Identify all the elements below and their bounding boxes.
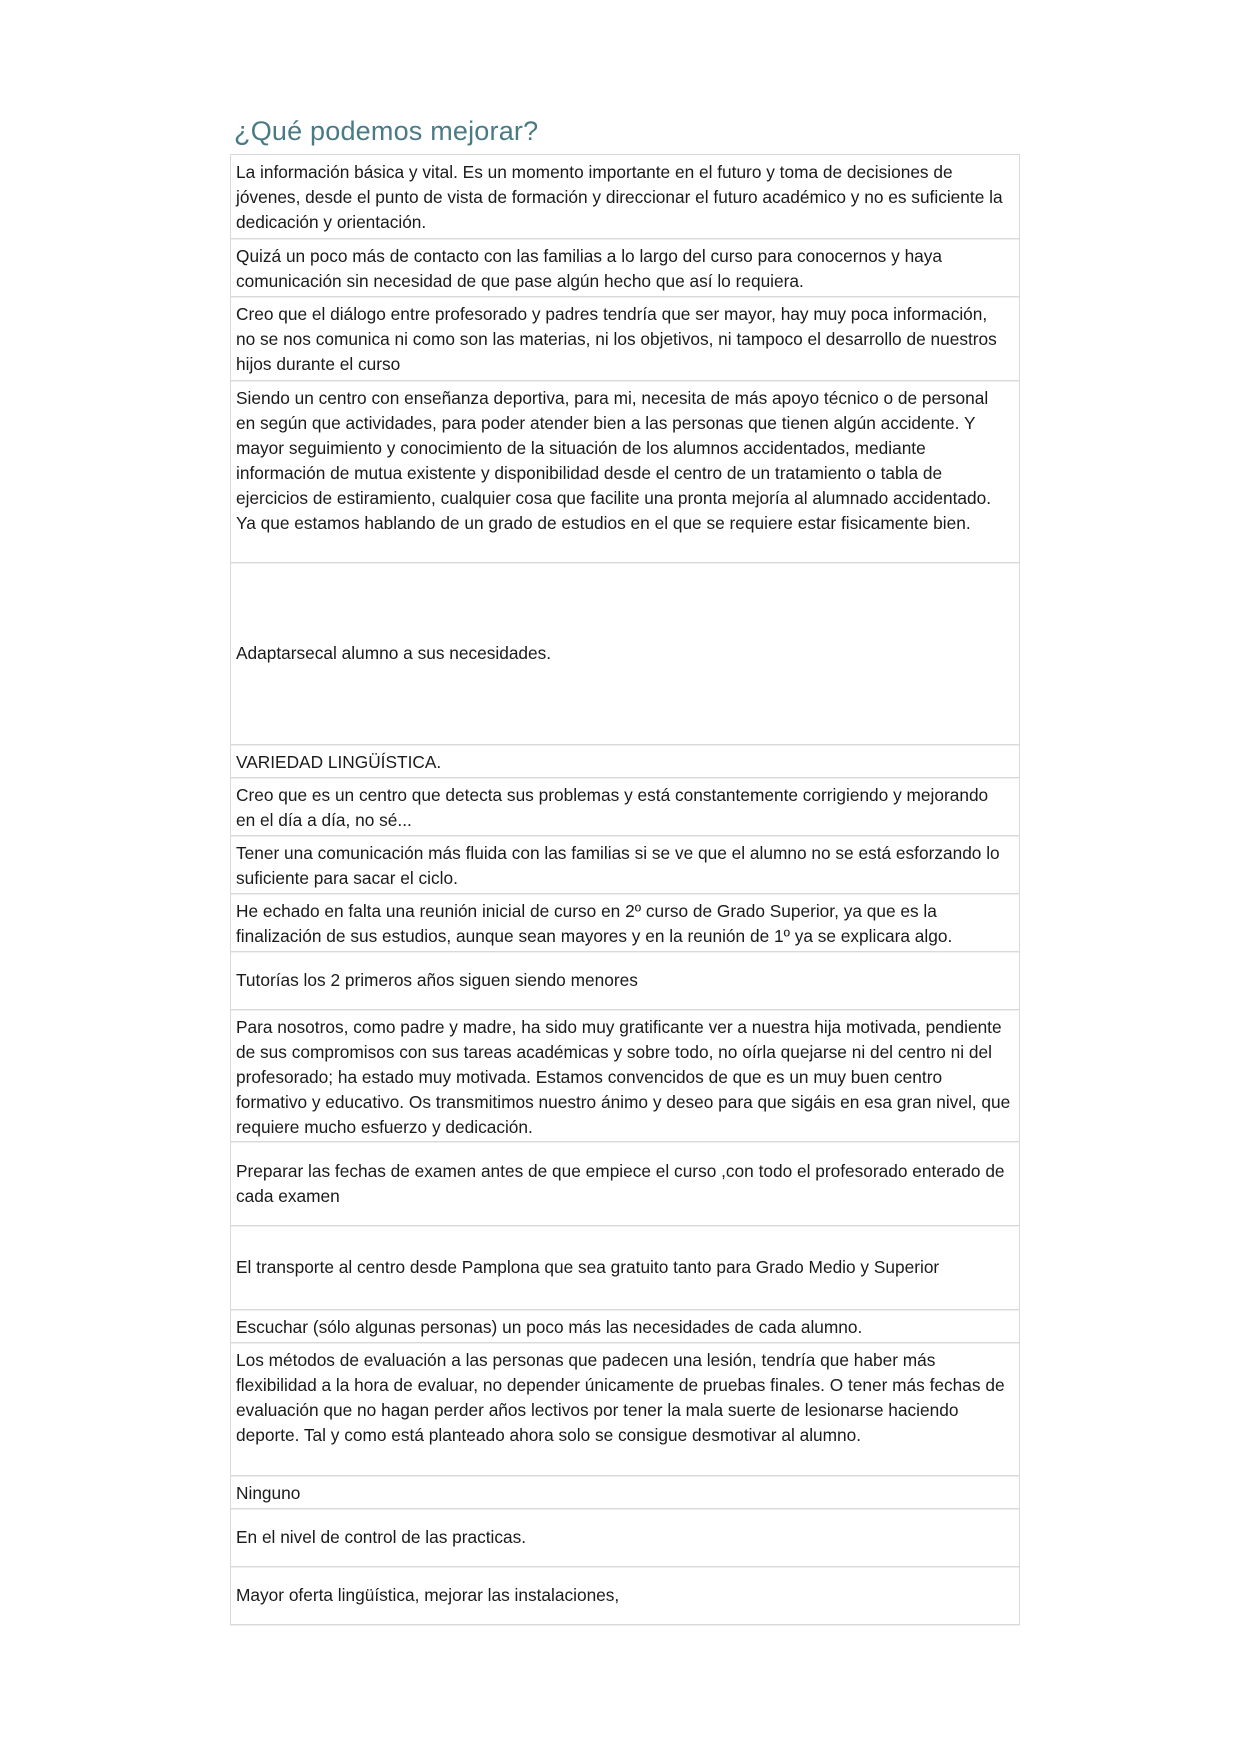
response-row	[230, 1142, 1020, 1226]
response-row	[230, 297, 1020, 381]
response-row	[230, 1010, 1020, 1142]
response-text: VARIEDAD LINGÜÍSTICA.	[236, 752, 442, 772]
response-row	[230, 894, 1020, 952]
response-text: Quizá un poco más de contacto con las familias a lo largo del curso para conocernos y haya comunicación sin necesidad de que pase algún hecho que así lo requiera.	[236, 246, 943, 291]
response-text: El transporte al centro desde Pamplona que sea gratuito tanto para Grado Medio y Superior	[236, 1257, 940, 1277]
response-row	[230, 1343, 1020, 1476]
response-row	[230, 239, 1020, 297]
response-row	[230, 1226, 1020, 1310]
response-row	[230, 745, 1020, 778]
response-row	[230, 1509, 1020, 1567]
response-row	[230, 563, 1020, 745]
response-row	[230, 155, 1020, 239]
response-row	[230, 952, 1020, 1010]
response-row	[230, 1476, 1020, 1509]
response-text: Tener una comunicación más fluida con las familias si se ve que el alumno no se está esforzando lo suficiente para sacar el ciclo.	[236, 843, 1000, 888]
response-text: He echado en falta una reunión inicial de curso en 2º curso de Grado Superior, ya que es la finalización de sus estudios, aunque sean mayores y en la reunión de 1º ya se explicara algo.	[236, 901, 953, 946]
responses-table	[230, 154, 1020, 1625]
response-text: La información básica y vital. Es un momento importante en el futuro y toma de decisiones de jóvenes, desde el punto de vista de formación y direccionar el futuro académico y no es suficiente la dedicación y orientación.	[236, 162, 1003, 232]
response-text: Creo que el diálogo entre profesorado y padres tendría que ser mayor, hay muy poca información, no se nos comunica ni como son las materias, ni los objetivos, ni tampoco el desarrollo de nuestros hijos durante el curso	[236, 304, 997, 374]
response-text: En el nivel de control de las practicas.	[236, 1527, 527, 1547]
response-text: Tutorías los 2 primeros años siguen siendo menores	[236, 970, 638, 990]
document-page	[230, 114, 1020, 1625]
response-text: Adaptarsecal alumno a sus necesidades.	[236, 643, 552, 663]
response-text: Siendo un centro con enseñanza deportiva, para mi, necesita de más apoyo técnico o de personal en según que actividades, para poder atender bien a las personas que tienen algún accidente. Y mayor seguimiento y conocimiento de la situación de los alumnos accidentados, mediante información de mutua existente y disponibilidad desde el centro de un tratamiento o tabla de ejercicios de estiramiento, cualquier cosa que facilite una pronta mejoría al alumnado accidentado. Ya que estamos hablando de un grado de estudios en el que se requiere estar fisicamente bien.	[236, 388, 992, 533]
response-text: Para nosotros, como padre y madre, ha sido muy gratificante ver a nuestra hija motivada, pendiente de sus compromisos con sus tareas académicas y sobre todo, no oírla quejarse ni del centro ni del profesorado; ha estado muy motivada. Estamos convencidos de que es un muy buen centro formativo y educativo. Os transmitimos nuestro ánimo y deseo para que sigáis en esa gran nivel, que requiere mucho esfuerzo y dedicación.	[236, 1017, 1011, 1137]
response-text: Mayor oferta lingüística, mejorar las instalaciones,	[236, 1585, 620, 1605]
response-row	[230, 836, 1020, 894]
response-row	[230, 778, 1020, 836]
response-row	[230, 1567, 1020, 1625]
response-text: Los métodos de evaluación a las personas que padecen una lesión, tendría que haber más flexibilidad a la hora de evaluar, no depender únicamente de pruebas finales. O tener más fechas de evaluación que no hagan perder años lectivos por tener la mala suerte de lesionarse haciendo deporte. Tal y como está planteado ahora solo se consigue desmotivar al alumno.	[236, 1350, 1005, 1445]
response-row	[230, 381, 1020, 563]
response-text: Ninguno	[236, 1483, 301, 1503]
response-row	[230, 1310, 1020, 1343]
page-title: ¿Qué podemos mejorar?	[234, 116, 539, 146]
response-text: Escuchar (sólo algunas personas) un poco más las necesidades de cada alumno.	[236, 1317, 863, 1337]
response-text: Preparar las fechas de examen antes de que empiece el curso ,con todo el profesorado enterado de cada examen	[236, 1160, 1005, 1206]
response-text: Creo que es un centro que detecta sus problemas y está constantemente corrigiendo y mejorando en el día a día, no sé...	[236, 785, 989, 830]
